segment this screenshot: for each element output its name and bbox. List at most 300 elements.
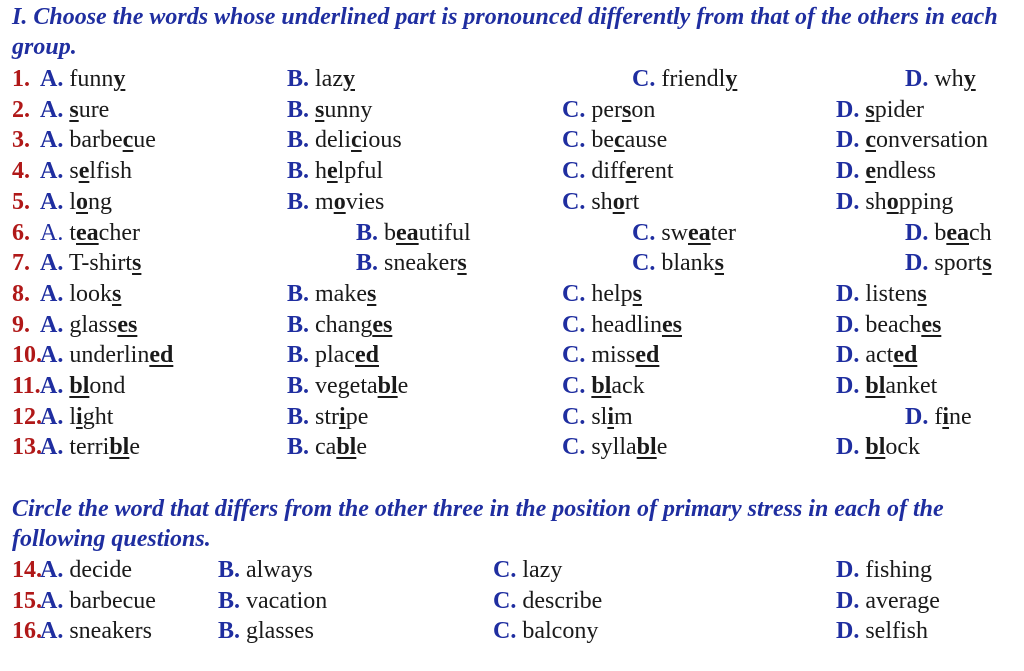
underlined-sound: bl	[865, 434, 886, 461]
option-letter: B.	[287, 434, 310, 461]
option-letter: C.	[632, 66, 656, 92]
word-prefix: b	[384, 219, 397, 246]
word-prefix: plac	[315, 342, 355, 369]
word-prefix: chang	[315, 311, 373, 338]
word-prefix: vacation	[246, 587, 328, 614]
underlined-sound: i	[942, 403, 950, 430]
answer-option[interactable]	[562, 125, 667, 156]
answer-option[interactable]	[40, 310, 137, 341]
option-letter: B.	[287, 158, 310, 185]
word-suffix: onversation	[876, 127, 988, 154]
underlined-sound: c	[865, 127, 876, 154]
word-suffix: ng	[88, 188, 113, 215]
answer-option[interactable]	[40, 371, 125, 402]
answer-option[interactable]	[40, 125, 156, 156]
answer-option[interactable]	[836, 616, 928, 647]
answer-option[interactable]	[836, 432, 920, 463]
option-letter: C.	[562, 434, 586, 461]
option-letter: B.	[356, 250, 379, 277]
option-letter: D.	[836, 280, 860, 307]
option-letter: B.	[287, 280, 310, 307]
word-suffix: ne	[949, 403, 972, 430]
question-number: 7.	[12, 250, 30, 277]
question-row	[0, 586, 1024, 617]
option-letter: B.	[218, 587, 241, 614]
word-prefix: terri	[69, 434, 110, 461]
word-prefix: average	[865, 587, 940, 614]
word-suffix: pe	[345, 403, 369, 430]
word-prefix: l	[69, 403, 77, 430]
option-letter: C.	[632, 219, 656, 246]
underlined-sound: ed	[893, 342, 918, 369]
answer-option[interactable]	[40, 248, 141, 279]
question-number: 14.	[12, 557, 42, 583]
option-letter: C.	[562, 311, 586, 338]
word-prefix: m	[315, 188, 334, 215]
answer-option[interactable]	[287, 402, 368, 433]
answer-option[interactable]	[836, 340, 917, 371]
underlined-sound: bl	[336, 434, 357, 461]
option-letter: A.	[40, 618, 64, 645]
underlined-sound: o	[612, 188, 625, 215]
answer-option[interactable]	[836, 125, 988, 156]
section-2-instructions: Circle the word that differs from the other three in the position of primary stress in each of the following questions.	[12, 496, 944, 552]
underlined-sound: y	[113, 66, 126, 92]
word-suffix: e	[356, 434, 367, 461]
word-prefix: barbe	[69, 127, 123, 154]
question-number: 8.	[12, 280, 30, 307]
answer-option[interactable]	[836, 310, 941, 341]
question-row	[0, 125, 1024, 156]
word-suffix: rent	[636, 158, 674, 185]
underlined-sound: s	[315, 96, 325, 123]
question-row	[0, 187, 1024, 218]
question-number: 15.	[12, 587, 42, 614]
underlined-sound: bl	[636, 434, 657, 461]
word-prefix: fishing	[865, 557, 933, 583]
word-suffix: ond	[89, 373, 126, 399]
answer-option[interactable]	[40, 64, 125, 95]
option-letter: D.	[836, 127, 860, 154]
word-prefix: describe	[522, 587, 603, 614]
question-number: 3.	[12, 127, 30, 154]
option-letter: B.	[287, 96, 310, 123]
word-prefix: sw	[661, 219, 689, 246]
option-letter: A.	[40, 280, 64, 307]
question-row	[0, 279, 1024, 310]
word-prefix: sylla	[591, 434, 637, 461]
word-prefix: h	[315, 158, 328, 185]
answer-option[interactable]	[287, 187, 384, 218]
word-suffix: ock	[885, 434, 921, 461]
option-letter: A.	[40, 250, 64, 277]
answer-option[interactable]	[905, 218, 992, 249]
answer-option[interactable]	[40, 586, 156, 617]
option-letter: D.	[905, 219, 929, 246]
underlined-sound: bl	[865, 373, 886, 399]
underlined-sound: y	[725, 66, 738, 92]
option-letter: D.	[905, 66, 929, 92]
answer-option[interactable]	[562, 340, 659, 371]
word-suffix: ch	[969, 219, 992, 246]
question-number: 4.	[12, 158, 30, 185]
question-row	[0, 218, 1024, 249]
option-letter: B.	[356, 219, 379, 246]
word-prefix: b	[934, 219, 947, 246]
answer-option[interactable]	[287, 95, 372, 126]
word-suffix: pider	[874, 96, 924, 123]
word-prefix: sh	[865, 188, 887, 215]
option-letter: D.	[836, 587, 860, 614]
answer-option[interactable]	[836, 95, 924, 126]
answer-option[interactable]	[562, 279, 642, 310]
underlined-sound: o	[333, 188, 346, 215]
question-number: 11.	[12, 373, 41, 399]
option-letter: D.	[905, 403, 929, 430]
option-letter: A.	[40, 587, 64, 614]
underlined-sound: ea	[688, 219, 711, 246]
underlined-sound: s	[457, 250, 467, 277]
option-letter: C.	[562, 342, 586, 369]
answer-option[interactable]	[493, 586, 602, 617]
underlined-sound: e	[327, 158, 338, 185]
word-suffix: on	[631, 96, 656, 123]
word-suffix: lpful	[337, 158, 383, 185]
word-suffix: lfish	[89, 158, 133, 185]
option-letter: A.	[40, 403, 64, 430]
answer-option[interactable]	[836, 187, 953, 218]
answer-option[interactable]	[493, 555, 562, 586]
underlined-sound: s	[632, 280, 643, 307]
answer-option[interactable]	[40, 340, 173, 371]
word-prefix: decide	[69, 557, 132, 583]
option-letter: A.	[40, 342, 64, 369]
answer-option[interactable]	[218, 586, 327, 617]
answer-option[interactable]	[632, 64, 737, 95]
word-prefix: wh	[934, 66, 964, 92]
option-letter: C.	[493, 587, 517, 614]
option-letter: B.	[287, 311, 310, 338]
word-prefix: glasses	[246, 618, 315, 645]
question-row	[0, 310, 1024, 341]
option-letter: A.	[40, 158, 64, 185]
word-suffix: utiful	[418, 219, 471, 246]
answer-option[interactable]	[40, 95, 109, 126]
word-suffix: ter	[710, 219, 736, 246]
answer-option[interactable]	[905, 248, 992, 279]
underlined-sound: s	[714, 250, 725, 277]
option-letter: C.	[562, 127, 586, 154]
word-prefix: ca	[315, 434, 337, 461]
answer-option[interactable]	[562, 95, 655, 126]
word-prefix: make	[315, 280, 367, 307]
answer-option[interactable]	[632, 218, 736, 249]
word-prefix: diff	[591, 158, 626, 185]
answer-option[interactable]	[218, 555, 313, 586]
answer-option[interactable]	[836, 586, 940, 617]
word-prefix: look	[69, 280, 113, 307]
word-suffix: unny	[324, 96, 373, 123]
underlined-sound: o	[886, 188, 899, 215]
option-letter: C.	[562, 403, 586, 430]
option-letter: A.	[40, 66, 64, 92]
underlined-sound: s	[69, 96, 79, 123]
option-letter: B.	[287, 127, 310, 154]
question-row	[0, 156, 1024, 187]
underlined-sound: es	[372, 311, 393, 338]
question-number: 10.	[12, 342, 42, 369]
question-row	[0, 555, 1024, 586]
question-number: 5.	[12, 188, 30, 215]
word-prefix: lazy	[522, 557, 563, 583]
option-letter: D.	[836, 557, 860, 583]
underlined-sound: c	[614, 127, 625, 154]
word-suffix: ious	[361, 127, 402, 154]
option-letter: A.	[40, 434, 64, 461]
word-prefix: blank	[661, 250, 715, 277]
word-prefix: per	[591, 96, 622, 123]
underlined-sound: o	[76, 188, 89, 215]
word-prefix: listen	[865, 280, 918, 307]
underlined-sound: bl	[377, 373, 398, 399]
answer-option[interactable]	[836, 371, 937, 402]
option-letter: D.	[836, 158, 860, 185]
option-letter: A.	[40, 127, 64, 154]
question-row	[0, 248, 1024, 279]
word-prefix: help	[591, 280, 633, 307]
word-suffix: vies	[345, 188, 385, 215]
underlined-sound: c	[351, 127, 362, 154]
option-letter: D.	[836, 434, 860, 461]
word-prefix: barbecue	[69, 587, 156, 614]
answer-option[interactable]	[356, 218, 471, 249]
answer-option[interactable]	[287, 432, 367, 463]
word-suffix: e	[129, 434, 140, 461]
word-suffix: ause	[624, 127, 668, 154]
option-letter: C.	[562, 96, 586, 123]
underlined-sound: c	[122, 127, 134, 154]
word-prefix: sl	[591, 403, 608, 430]
word-prefix: sneaker	[384, 250, 458, 277]
answer-option[interactable]	[40, 187, 112, 218]
question-row	[0, 340, 1024, 371]
answer-option[interactable]	[493, 616, 598, 647]
answer-option[interactable]	[287, 125, 402, 156]
word-suffix: ure	[78, 96, 110, 123]
option-letter: C.	[562, 188, 586, 215]
underlined-sound: s	[367, 280, 377, 307]
word-prefix: funn	[69, 66, 114, 92]
answer-option[interactable]	[287, 310, 392, 341]
question-row	[0, 402, 1024, 433]
word-prefix: miss	[591, 342, 636, 369]
underlined-sound: ea	[946, 219, 969, 246]
question-number: 16.	[12, 618, 42, 645]
question-number: 6.	[12, 219, 30, 246]
option-letter: B.	[287, 373, 310, 399]
question-number: 12.	[12, 403, 42, 430]
answer-option[interactable]	[287, 371, 408, 402]
word-suffix: anket	[885, 373, 938, 399]
option-letter: D.	[836, 188, 860, 215]
option-letter: A.	[40, 188, 64, 215]
underlined-sound: i	[76, 403, 83, 430]
word-prefix: T-shirt	[68, 250, 133, 277]
question-number: 1.	[12, 66, 30, 92]
option-letter: A.	[40, 96, 64, 123]
underlined-sound: ea	[76, 219, 99, 246]
option-letter: C.	[562, 280, 586, 307]
underlined-sound: s	[982, 250, 992, 277]
answer-option[interactable]	[836, 555, 932, 586]
answer-option[interactable]	[836, 279, 927, 310]
word-suffix: m	[614, 403, 633, 430]
word-prefix: s	[69, 158, 79, 185]
option-letter: A.	[40, 373, 64, 399]
question-number: 13.	[12, 434, 42, 461]
word-prefix: glass	[69, 311, 118, 338]
answer-option[interactable]	[562, 156, 674, 187]
option-letter: C.	[493, 557, 517, 583]
underlined-sound: ed	[355, 342, 379, 369]
option-letter: C.	[632, 250, 656, 277]
section-1-instructions: I. Choose the words whose underlined part is pronounced differently from that of the others in each group.	[12, 4, 998, 60]
word-suffix: ght	[82, 403, 114, 430]
answer-option[interactable]	[562, 187, 639, 218]
option-letter: A.	[40, 219, 64, 246]
word-prefix: t	[69, 219, 77, 246]
answer-option[interactable]	[40, 555, 132, 586]
word-prefix: friendl	[661, 66, 726, 92]
underlined-sound: es	[117, 311, 138, 338]
question-row	[0, 64, 1024, 95]
underlined-sound: s	[917, 280, 927, 307]
word-prefix: always	[246, 557, 313, 583]
word-prefix: sh	[591, 188, 613, 215]
option-letter: B.	[287, 66, 310, 92]
answer-option[interactable]	[905, 64, 976, 95]
underlined-sound: y	[343, 66, 355, 92]
answer-option[interactable]	[40, 279, 121, 310]
answer-option[interactable]	[562, 371, 645, 402]
question-row	[0, 432, 1024, 463]
option-letter: B.	[218, 618, 241, 645]
answer-option[interactable]	[562, 432, 667, 463]
underlined-sound: es	[921, 311, 942, 338]
answer-option[interactable]	[218, 616, 314, 647]
word-suffix: ndless	[876, 158, 936, 185]
word-prefix: headlin	[591, 311, 662, 338]
answer-option[interactable]	[40, 156, 132, 187]
option-letter: A.	[40, 557, 64, 583]
answer-option[interactable]	[632, 248, 724, 279]
word-prefix: underlin	[69, 342, 150, 369]
word-prefix: l	[69, 188, 77, 215]
underlined-sound: s	[622, 96, 632, 123]
word-suffix: ack	[611, 373, 645, 399]
option-letter: B.	[218, 557, 241, 583]
answer-option[interactable]	[287, 64, 355, 95]
question-row	[0, 371, 1024, 402]
word-prefix: be	[591, 127, 614, 154]
underlined-sound: bl	[69, 373, 90, 399]
option-letter: B.	[287, 188, 310, 215]
option-letter: D.	[836, 311, 860, 338]
word-prefix: beach	[865, 311, 922, 338]
underlined-sound: ed	[149, 342, 174, 369]
underlined-sound: s	[112, 280, 122, 307]
underlined-sound: bl	[591, 373, 612, 399]
question-row	[0, 95, 1024, 126]
word-suffix: e	[656, 434, 668, 461]
option-letter: C.	[493, 618, 517, 645]
word-prefix: laz	[315, 66, 343, 92]
word-suffix: cher	[98, 219, 140, 246]
option-letter: D.	[836, 96, 860, 123]
answer-option[interactable]	[40, 616, 152, 647]
option-letter: B.	[287, 403, 310, 430]
underlined-sound: y	[963, 66, 976, 92]
underlined-sound: e	[78, 158, 90, 185]
question-number: 2.	[12, 96, 30, 123]
word-prefix: f	[934, 403, 943, 430]
option-letter: D.	[836, 342, 860, 369]
underlined-sound: s	[132, 250, 142, 277]
word-prefix: str	[315, 403, 340, 430]
answer-option[interactable]	[905, 402, 972, 433]
option-letter: B.	[287, 342, 310, 369]
underlined-sound: ea	[396, 219, 419, 246]
question-row	[0, 616, 1024, 647]
answer-option[interactable]	[40, 432, 140, 463]
underlined-sound: i	[339, 403, 346, 430]
answer-option[interactable]	[40, 402, 113, 433]
option-letter: D.	[905, 250, 929, 277]
underlined-sound: e	[865, 158, 876, 185]
word-suffix: ue	[133, 127, 156, 154]
answer-option[interactable]	[562, 310, 682, 341]
word-prefix: sport	[934, 250, 983, 277]
underlined-sound: i	[607, 403, 615, 430]
word-suffix: pping	[898, 188, 954, 215]
word-prefix: balcony	[522, 618, 599, 645]
word-prefix: act	[865, 342, 894, 369]
option-letter: C.	[562, 373, 586, 399]
question-number: 9.	[12, 311, 30, 338]
answer-option[interactable]	[287, 340, 379, 371]
option-letter: D.	[836, 618, 860, 645]
word-prefix: deli	[315, 127, 352, 154]
word-prefix: selfish	[865, 618, 929, 645]
answer-option[interactable]	[40, 218, 140, 249]
underlined-sound: es	[661, 311, 682, 338]
option-letter: C.	[562, 158, 586, 185]
answer-option[interactable]	[287, 279, 376, 310]
word-prefix: sneakers	[69, 618, 152, 645]
answer-option[interactable]	[562, 402, 633, 433]
word-prefix: vegeta	[315, 373, 378, 399]
word-suffix: e	[397, 373, 409, 399]
word-suffix: rt	[624, 188, 640, 215]
underlined-sound: e	[625, 158, 637, 185]
option-letter: D.	[836, 373, 860, 399]
underlined-sound: ed	[635, 342, 660, 369]
answer-option[interactable]	[287, 156, 383, 187]
option-letter: A.	[40, 311, 64, 338]
underlined-sound: s	[865, 96, 875, 123]
answer-option[interactable]	[356, 248, 467, 279]
answer-option[interactable]	[836, 156, 936, 187]
